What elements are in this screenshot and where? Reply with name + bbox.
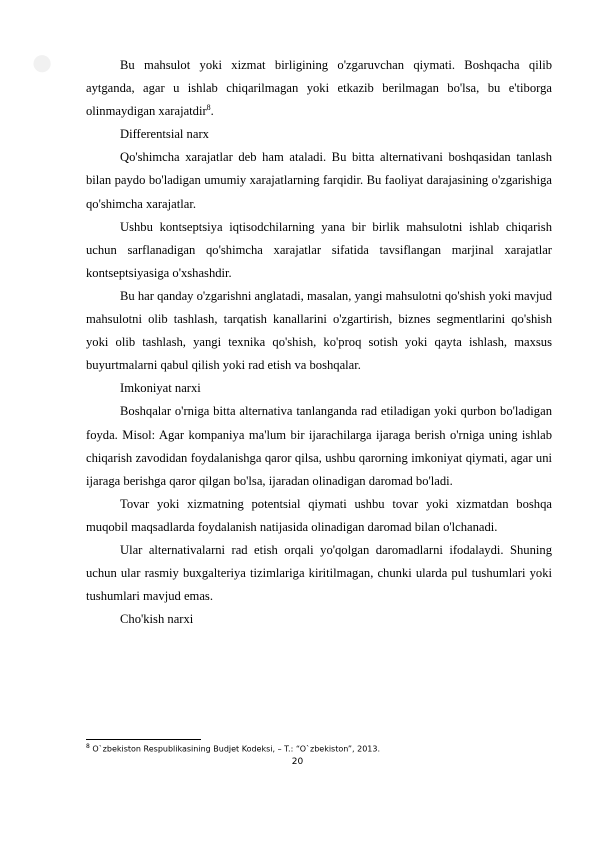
paragraph: Bu har qanday o'zgarishni anglatadi, masalan, yangi mahsulotni qo'shish yoki mavjud mahsulotni olib tashlash, tarqatish kanallarini o'zgartirish, biznes segmentlarini qo'shish yoki olib tashlash, yangi texnika qo'shish, ko'proq sotish yoki qayta ishlash, maxsus buyurtmalarni qabul qilish yoki rad etish va boshqalar. xyxy=(86,288,552,373)
heading-sunk-cost: Cho'kish narxi xyxy=(120,612,194,627)
footnote-reference: 8 xyxy=(206,103,211,112)
footnote xyxy=(86,742,380,755)
paragraph-variable-cost: Bu mahsulot yoki xizmat birligining o'zgaruvchan qiymati. Boshqacha qilib aytganda, agar u ishlab chiqarilmagan yoki etkazib berilmagan bo'lsa, bu e'tiborga olinmaydigan xarajatdir$^8$. xyxy=(86,58,552,119)
paragraph: Tovar yoki xizmatning potentsial qiymati ushbu tovar yoki xizmatdan boshqa muqobil maqsadlarda foydalanish natijasida olinadigan daromad bilan o'lchanadi. xyxy=(86,496,552,534)
footnote-number: 8 xyxy=(86,743,90,750)
paragraph: Ular alternativalarni rad etish orqali yo'qolgan daromadlarni ifodalaydi. Shuning uchun ular rasmiy buxgalteriya tizimlariga kiritilmagan, chunki ularda pul tushumlari yoki tushumlari mavjud emas. xyxy=(86,542,552,604)
paragraph: Qo'shimcha xarajatlar deb ham ataladi. Bu bitta alternativani boshqasidan tanlash bilan paydo bo'ladigan umumiy xarajatlarning farqidir. Bu faoliyat darajasining o'zgarishiga qo'shimcha xarajatlar. xyxy=(86,150,552,211)
footnote-text: O`zbekiston Respublikasining Budjet Kodeksi, – T.: “O`zbekiston”, 2013. xyxy=(89,744,381,754)
footnote-divider xyxy=(86,739,201,740)
paragraph: Ushbu kontseptsiya iqtisodchilarning yana bir birlik mahsulotni ishlab chiqarish uchun sarflanadigan qo'shimcha xarajatlar sifatida tavsiflangan marjinal xarajatlar kontseptsiyasiga o'xshashdir. xyxy=(86,219,552,280)
heading-opportunity-cost: Imkoniyat narxi xyxy=(120,381,201,396)
paragraph: Boshqalar o'rniga bitta alternativa tanlanganda rad etiladigan yoki qurbon bo'ladigan foyda. Misol: Agar kompaniya ma'lum bir ijarachilarga ijaraga berish o'rniga uning ishlab chiqarish zavodidan foydalanishga qaror qilsa, ushbu qarorning imkoniyat qiymati, agar uni ijaraga berishga qaror qilgan bo'lsa, ijaradan olinadigan daromad bo'ladi. xyxy=(86,404,552,488)
heading-differential-cost: Differentsial narx xyxy=(120,127,209,142)
page-number: 20 xyxy=(291,757,304,767)
body-text xyxy=(86,54,552,631)
watermark: ● xyxy=(30,40,57,84)
